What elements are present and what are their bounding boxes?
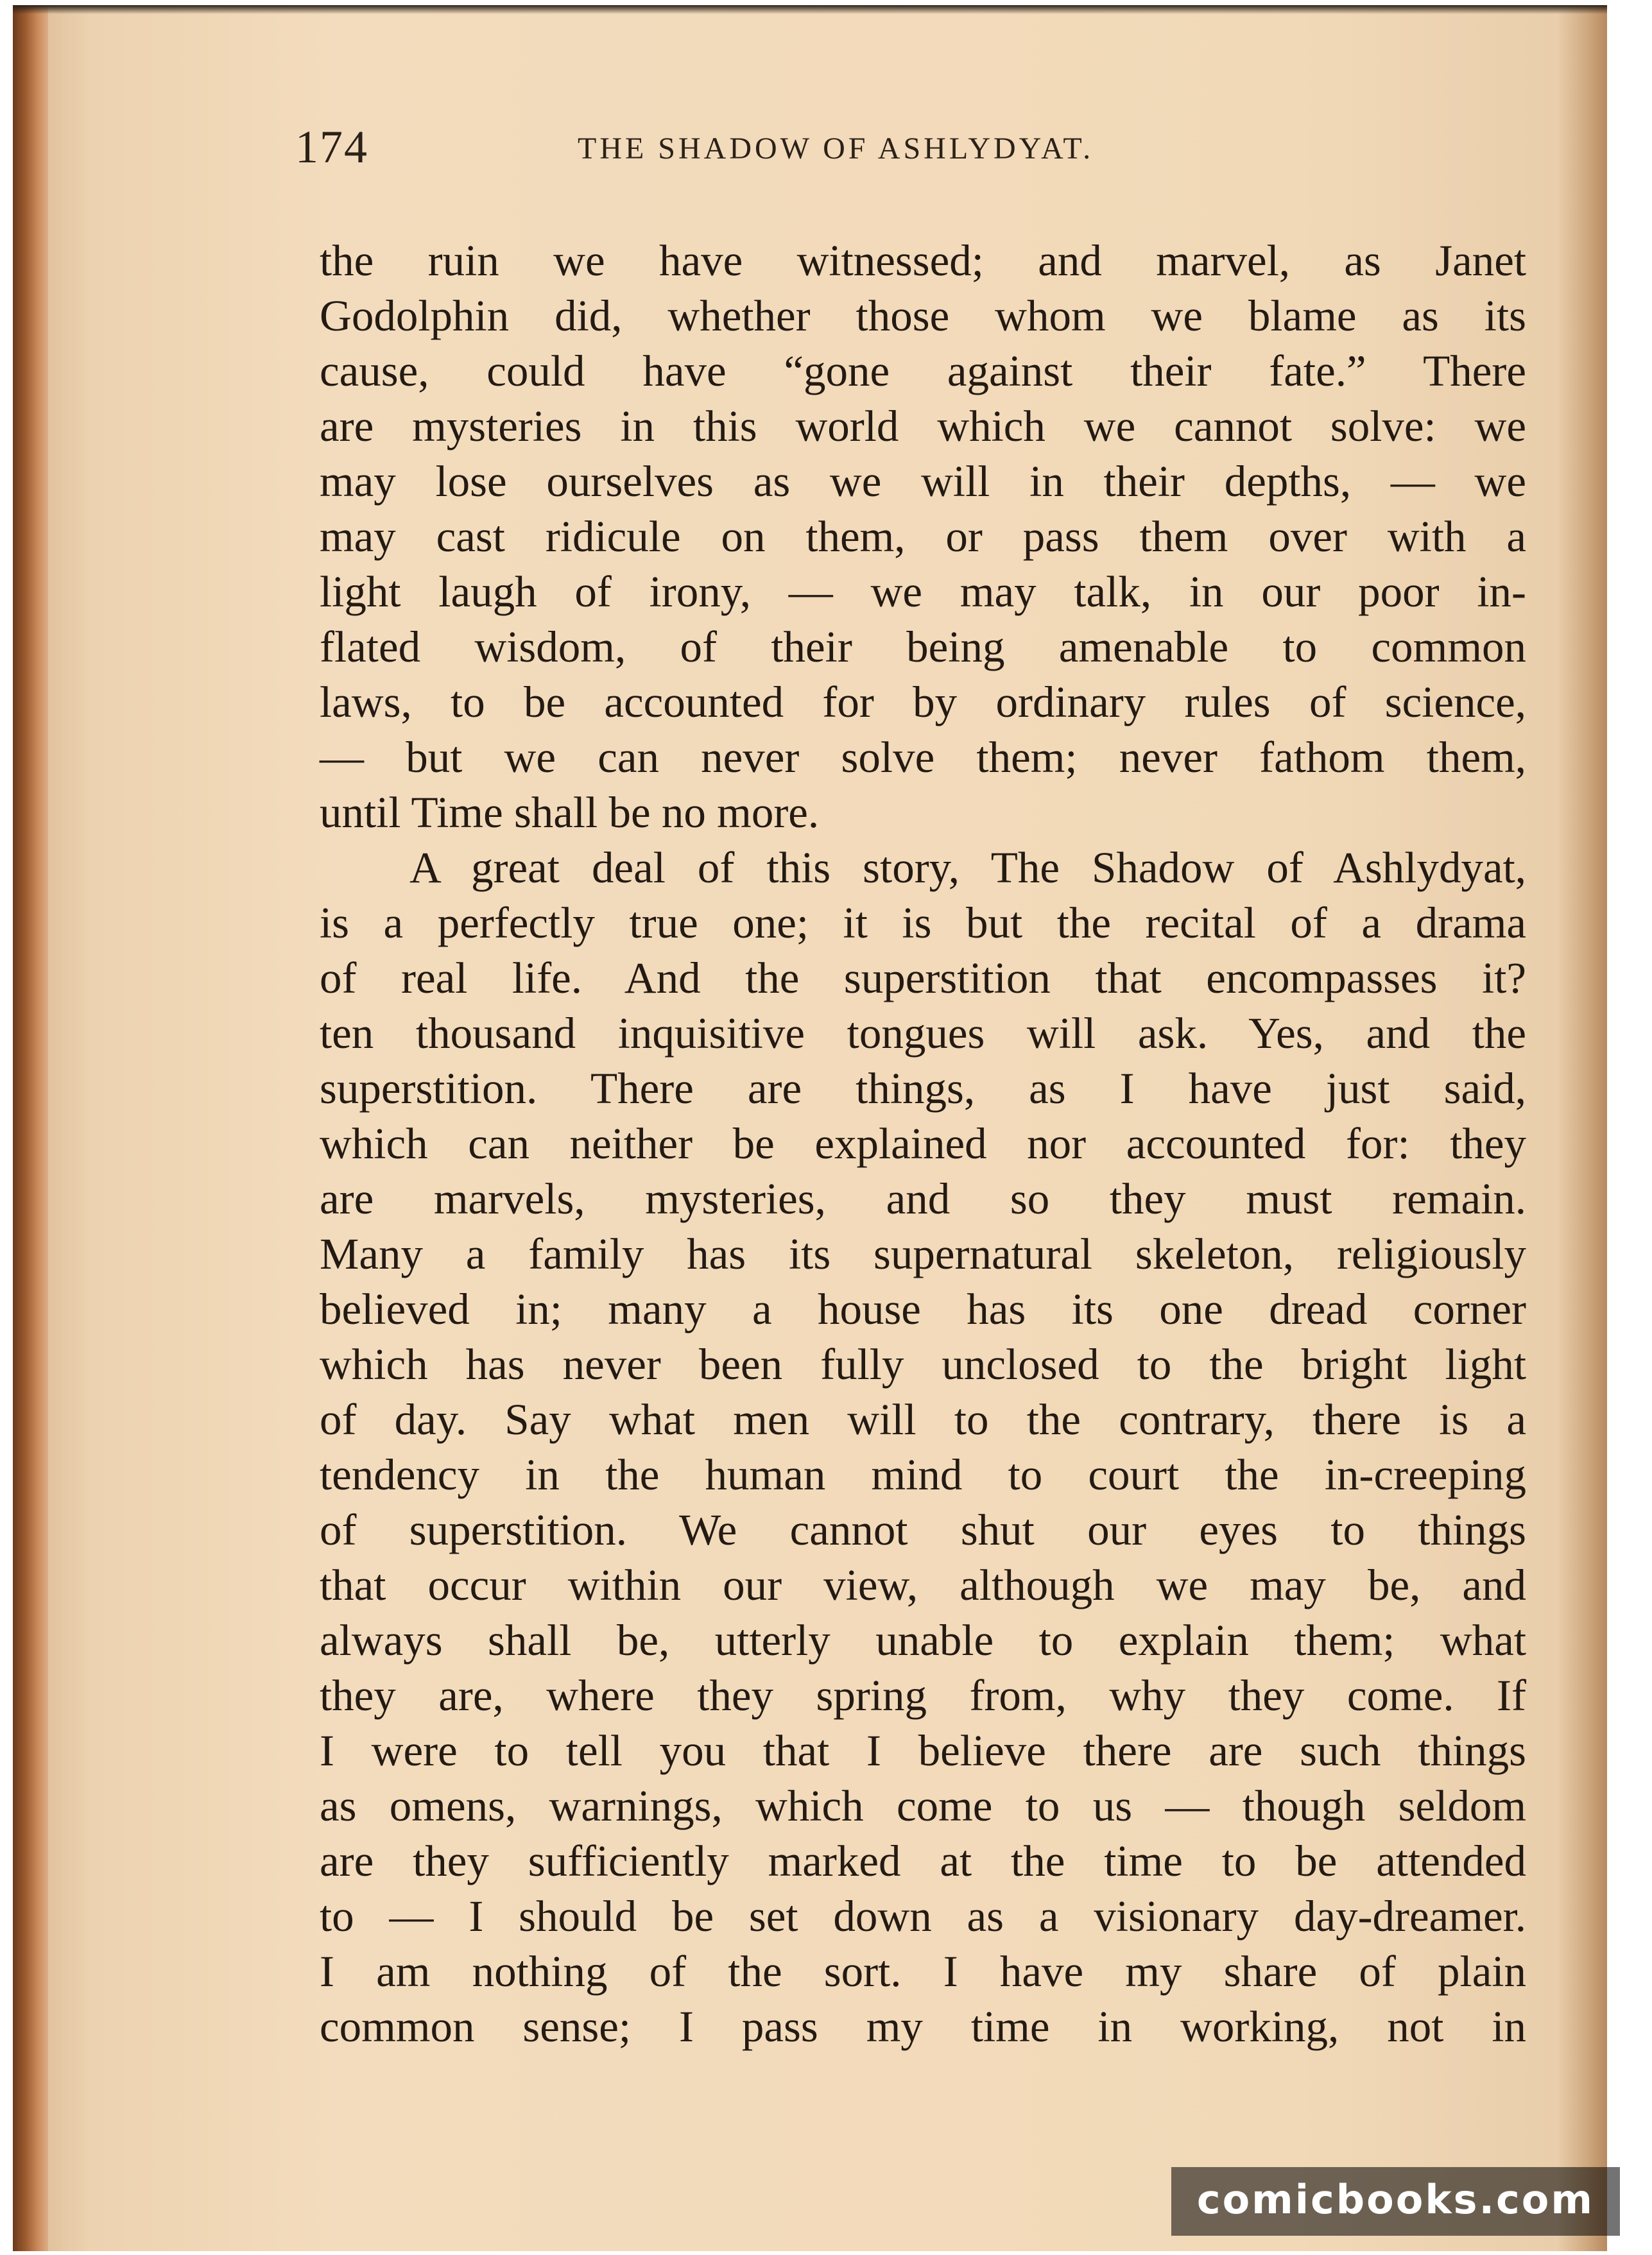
text-line: superstition. There are things, as I have just said, — [320, 1064, 1526, 1113]
text-line: to — I should be set down as a visionary day-dreamer. — [320, 1892, 1526, 1941]
text-line: which has never been fully unclosed to the bright light — [320, 1340, 1526, 1389]
text-line: laws, to be accounted for by ordinary rules of science, — [320, 678, 1526, 726]
text-line: — but we can never solve them; never fathom them, — [320, 733, 1526, 782]
text-line: until Time shall be no more. — [320, 788, 820, 837]
watermark: comicbooks.com — [1171, 2167, 1620, 2236]
text-line: tendency in the human mind to court the in-creeping — [320, 1450, 1526, 1499]
body-text — [320, 233, 1526, 2054]
text-line: which can neither be explained nor accounted for: they — [320, 1119, 1526, 1168]
running-title: THE SHADOW OF ASHLYDYAT. — [578, 132, 1094, 166]
text-line: may lose ourselves as we will in their depths, — we — [320, 457, 1526, 506]
page-number: 174 — [295, 121, 368, 173]
text-line: of day. Say what men will to the contrary, there is a — [320, 1395, 1526, 1444]
text-line: common sense; I pass my time in working, not in — [320, 2002, 1526, 2051]
page-left-edge — [13, 5, 48, 2251]
text-line: may cast ridicule on them, or pass them over with a — [320, 512, 1526, 561]
text-line: flated wisdom, of their being amenable to common — [320, 622, 1526, 671]
text-line: that occur within our view, although we may be, and — [320, 1561, 1526, 1609]
text-line: are they sufficiently marked at the time to be attended — [320, 1837, 1526, 1885]
text-line: believed in; many a house has its one dread corner — [320, 1285, 1526, 1333]
text-line: Many a family has its supernatural skeleton, religiously — [320, 1230, 1526, 1278]
page-top-shadow — [13, 5, 1607, 14]
text-line: as omens, warnings, which come to us — though seldom — [320, 1781, 1526, 1830]
running-header — [295, 121, 1515, 191]
text-line: A great deal of this story, The Shadow of Ashlydyat, — [409, 843, 1526, 892]
text-line: I were to tell you that I believe there are such things — [320, 1726, 1526, 1775]
paragraph-2 — [320, 840, 1526, 2054]
text-line: of real life. And the superstition that encompasses it? — [320, 954, 1526, 1002]
text-line: always shall be, utterly unable to explain them; what — [320, 1616, 1526, 1665]
text-line: light laugh of irony, — we may talk, in our poor in- — [320, 567, 1526, 616]
page-right-edge — [1556, 5, 1607, 2251]
text-line: ten thousand inquisitive tongues will ask. Yes, and the — [320, 1009, 1526, 1058]
text-line: cause, could have “gone against their fate.” There — [320, 347, 1526, 395]
text-line: Godolphin did, whether those whom we blame as its — [320, 291, 1526, 340]
book-page — [13, 5, 1607, 2251]
text-line: the ruin we have witnessed; and marvel, as Janet — [320, 236, 1526, 285]
text-line: of superstition. We cannot shut our eyes to things — [320, 1505, 1526, 1554]
text-line: are mysteries in this world which we cannot solve: we — [320, 402, 1526, 450]
text-line: I am nothing of the sort. I have my share of plain — [320, 1947, 1526, 1996]
text-line: they are, where they spring from, why they come. If — [320, 1671, 1526, 1720]
paragraph-1 — [320, 233, 1526, 840]
text-line: is a perfectly true one; it is but the recital of a drama — [320, 898, 1526, 947]
text-line: are marvels, mysteries, and so they must remain. — [320, 1174, 1526, 1223]
